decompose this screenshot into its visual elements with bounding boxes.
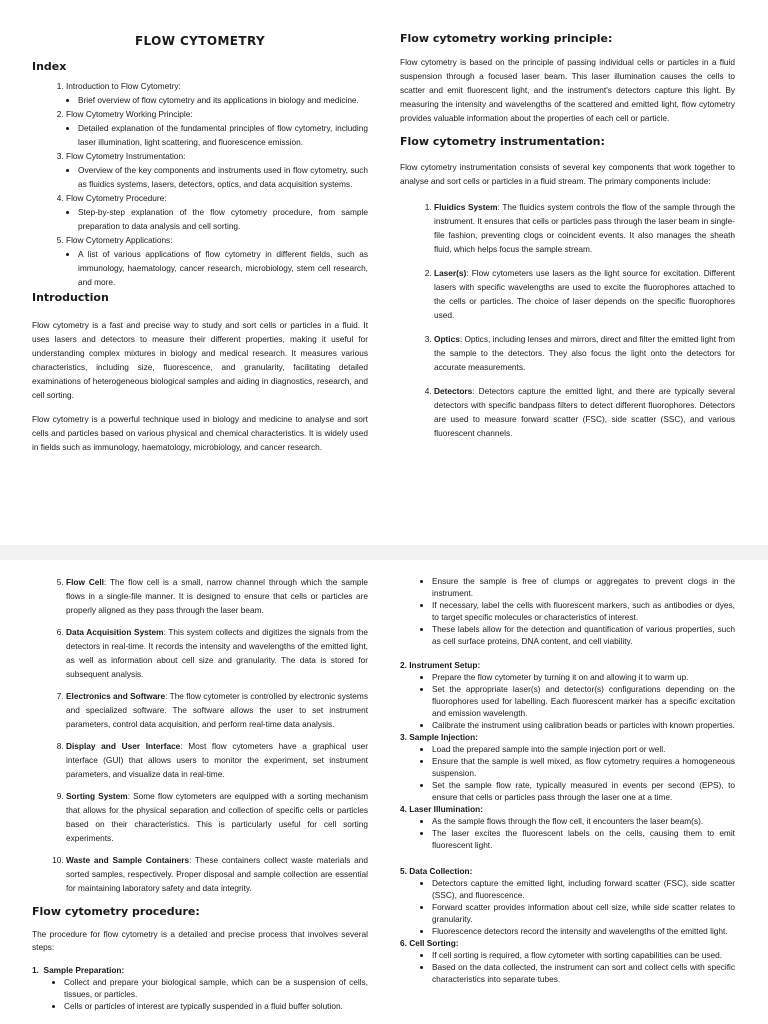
page2-right-column bbox=[400, 560, 735, 985]
bullet-item: • These labels allow for the detection and quantification of various properties, such as cell surface proteins, DNA content, and cell viability. bbox=[432, 623, 735, 647]
working-principle-heading: Flow cytometry working principle: bbox=[400, 32, 613, 45]
component-item bbox=[434, 200, 735, 256]
bullet-item: • Set the sample flow rate, typically measured in events per second (EPS), to ensure that cells or particles pass through the laser one at a time. bbox=[432, 779, 735, 803]
procedure-step-heading: 3. Sample Injection: bbox=[400, 732, 478, 742]
component-desc: : Most flow cytometers have a graphical user interface (GUI) that allows users to monitor the experiment, set instrument parameters, and visualize data in real-time. bbox=[66, 741, 368, 779]
component-item bbox=[434, 266, 735, 322]
component-item bbox=[66, 625, 368, 681]
component-term: Waste and Sample Containers bbox=[66, 855, 190, 865]
component-term: Data Acquisition System bbox=[66, 627, 164, 637]
component-item bbox=[66, 789, 368, 845]
index-item bbox=[66, 191, 368, 233]
index-item-desc: • Step-by-step explanation of the flow cytometry procedure, from sample preparation to data analysis and cell sorting. bbox=[78, 205, 368, 233]
index-item bbox=[66, 233, 368, 289]
bullet-item: • The laser excites the fluorescent labels on the cells, causing them to emit fluorescent light. bbox=[432, 827, 735, 851]
procedure-step-heading: 2. Instrument Setup: bbox=[400, 660, 481, 670]
procedure-step-bullets bbox=[400, 877, 735, 937]
bullet-item: • Based on the data collected, the instrument can sort and collect cells with specific characteristics into separate tubes. bbox=[432, 961, 735, 985]
introduction-heading: Introduction bbox=[32, 291, 109, 304]
procedure-step-heading: 4. Laser Illumination: bbox=[400, 804, 483, 814]
component-item bbox=[434, 332, 735, 374]
instrument-components-list-continued bbox=[32, 575, 368, 895]
component-term: Detectors bbox=[434, 386, 473, 396]
index-item-label: Flow Cytometry Working Principle: bbox=[66, 109, 193, 119]
index-item-label: Flow Cytometry Procedure: bbox=[66, 193, 167, 203]
index-item bbox=[66, 149, 368, 191]
component-term: Sorting System bbox=[66, 791, 128, 801]
bullet-item: • Prepare the flow cytometer by turning it on and allowing it to warm up. bbox=[432, 671, 735, 683]
instrumentation-heading: Flow cytometry instrumentation: bbox=[400, 135, 605, 148]
instrument-components-list bbox=[400, 200, 735, 440]
component-item bbox=[434, 384, 735, 440]
component-term: Laser(s) bbox=[434, 268, 467, 278]
procedure-intro: The procedure for flow cytometry is a detailed and precise process that involves several steps: bbox=[32, 929, 368, 952]
index-item-label: Flow Cytometry Applications: bbox=[66, 235, 173, 245]
component-term: Display and User Interface bbox=[66, 741, 181, 751]
bullet-item: • Cells or particles of interest are typically suspended in a fluid buffer solution. bbox=[64, 1000, 368, 1012]
bullet-item: • Ensure the sample is free of clumps or aggregates to prevent clogs in the instrument. bbox=[432, 575, 735, 599]
index-heading: Index bbox=[32, 60, 67, 73]
bullet-item: • Calibrate the instrument using calibration beads or particles with known properties. bbox=[432, 719, 735, 731]
instrumentation-intro: Flow cytometry instrumentation consists of several key components that work together to analyse and sort cells or particles in a fluid stream. The primary components include: bbox=[400, 162, 735, 186]
bullet-item: • Load the prepared sample into the sample injection port or well. bbox=[432, 743, 735, 755]
index-item-label: Flow Cytometry Instrumentation: bbox=[66, 151, 186, 161]
procedure-heading: Flow cytometry procedure: bbox=[32, 905, 200, 918]
component-desc: : This system collects and digitizes the signals from the detectors in real-time. It records the intensity and wavelengths of the emitted light, as well as information about cell size and granularity. The data is stored for subsequent analysis. bbox=[66, 627, 368, 679]
step-heading-text: Sample Preparation: bbox=[43, 965, 125, 975]
component-desc: : These containers collect waste materials and sorted samples, respectively. Proper disposal and sample collection are essential for maintaining laboratory safety and data integrity. bbox=[66, 855, 368, 893]
component-desc: : The flow cytometer is controlled by electronic systems and specialized software. The software allows the user to set instrument parameters, control data acquisition, and perform real-time data analysis. bbox=[66, 691, 368, 729]
procedure-step-bullets bbox=[400, 815, 735, 851]
index-item-desc: • A list of various applications of flow cytometry in different fields, such as immunology, haematology, cancer research, microbiology, stem cell research, and more. bbox=[78, 247, 368, 289]
procedure-step-heading: 5. Data Collection: bbox=[400, 866, 473, 876]
page2-left-column bbox=[32, 560, 368, 1012]
sample-prep-bullets-continued bbox=[400, 575, 735, 647]
introduction-paragraph-2: Flow cytometry is a powerful technique used in biology and medicine to analyse and sort cells and particles based on various physical and chemical characteristics. It is widely used in fields such as immunology, haematology, microbiology, and cancer research. bbox=[32, 414, 368, 452]
component-term: Fluidics System bbox=[434, 202, 498, 212]
index-item-desc: • Detailed explanation of the fundamental principles of flow cytometry, including laser illumination, light scattering, and fluorescence emission. bbox=[78, 121, 368, 149]
bullet-item: • Set the appropriate laser(s) and detector(s) configurations depending on the fluorophores used for labelling. Each fluorescent marker has a specific excitation and emission wavelength. bbox=[432, 683, 735, 719]
page1-left-column bbox=[32, 0, 368, 454]
bullet-item: • As the sample flows through the flow cell, it encounters the laser beam(s). bbox=[432, 815, 735, 827]
index-list bbox=[32, 79, 368, 289]
bullet-item: • Detectors capture the emitted light, including forward scatter (FSC), side scatter (SSC), and fluorescence. bbox=[432, 877, 735, 901]
procedure-step-bullets bbox=[400, 949, 735, 985]
component-desc: : Flow cytometers use lasers as the light source for excitation. Different lasers with specific wavelengths are used to excite the fluorophores attached to the cells or particles. The choice of laser depends on the specific fluorophores used. bbox=[434, 268, 735, 320]
introduction-paragraph-1: Flow cytometry is a fast and precise way to study and sort cells or particles in a fluid. It uses lasers and detectors to measure their different properties, making it useful for understanding complex mixtures in biology and medical research. It measures various characteristics, including size, fluorescence, and granularity, facilitating detailed examinations of heterogeneous biological samples and aiding in diagnostics, research, and cell sorting. bbox=[32, 320, 368, 400]
document-title: FLOW CYTOMETRY bbox=[134, 34, 266, 48]
component-desc: : The flow cell is a small, narrow channel through which the sample flows in a single-file manner. It is designed to ensure that cells or particles are properly aligned as they pass through the laser beam. bbox=[66, 577, 368, 615]
procedure-step-1-heading: 1. Sample Preparation: bbox=[32, 965, 125, 975]
component-term: Flow Cell bbox=[66, 577, 104, 587]
index-item-desc: • Overview of the key components and instruments used in flow cytometry, such as fluidics systems, lasers, detectors, optics, and data acquisition systems. bbox=[78, 163, 368, 191]
procedure-step-1-bullets bbox=[32, 976, 368, 1012]
component-item bbox=[66, 739, 368, 781]
index-item-label: Introduction to Flow Cytometry: bbox=[66, 81, 181, 91]
index-item bbox=[66, 107, 368, 149]
index-item-desc: • Brief overview of flow cytometry and its applications in biology and medicine. bbox=[78, 93, 368, 107]
component-item bbox=[66, 575, 368, 617]
component-term: Optics bbox=[434, 334, 460, 344]
component-desc: : Some flow cytometers are equipped with a sorting mechanism that allows for the physical separation and collection of specific cells or particles based on their characteristics. This is particularly useful for cell sorting experiments. bbox=[66, 791, 368, 843]
bullet-item: • Forward scatter provides information about cell size, while side scatter relates to granularity. bbox=[432, 901, 735, 925]
component-desc: : Optics, including lenses and mirrors, direct and filter the emitted light from the sample to the detectors. They also focus the light onto the detectors for accurate measurements. bbox=[434, 334, 735, 372]
bullet-item: • Fluorescence detectors record the intensity and wavelengths of the emitted light. bbox=[432, 925, 735, 937]
procedure-step-bullets bbox=[400, 743, 735, 803]
component-desc: : The fluidics system controls the flow of the sample through the instrument. It ensures that cells or particles pass through the laser beam in single-file fashion, preventing clogs or coincident events. It also manages the sheath fluid, which helps focus the sample stream. bbox=[434, 202, 735, 254]
document-page-2 bbox=[0, 560, 768, 1024]
working-principle-paragraph: Flow cytometry is based on the principle of passing individual cells or particles in a fluid suspension through a focused laser beam. This laser illumination causes the cells to scatter and emit fluorescent light, and the instrument's detectors capture this light. By measuring the intensity and wavelengths of the scattered and emitted light, flow cytometry provides valuable information about the properties of each cell or particle. bbox=[400, 57, 735, 123]
component-item bbox=[66, 853, 368, 895]
procedure-step-heading: 6. Cell Sorting: bbox=[400, 938, 459, 948]
component-desc: : Detectors capture the emitted light, and there are typically several detectors with specific bandpass filters to detect different fluorophores. Detectors are used to measure forward scatter (FSC), side scatter (SSC), and various fluorescent channels. bbox=[434, 386, 735, 438]
procedure-step-bullets bbox=[400, 671, 735, 731]
component-term: Electronics and Software bbox=[66, 691, 166, 701]
component-item bbox=[66, 689, 368, 731]
page1-right-column bbox=[400, 0, 735, 440]
index-item bbox=[66, 79, 368, 107]
bullet-item: • Collect and prepare your biological sample, which can be a suspension of cells, tissues, or particles. bbox=[64, 976, 368, 1000]
bullet-item: • If cell sorting is required, a flow cytometer with sorting capabilities can be used. bbox=[432, 949, 735, 961]
bullet-item: • Ensure that the sample is well mixed, as flow cytometry requires a homogeneous suspension. bbox=[432, 755, 735, 779]
bullet-item: • If necessary, label the cells with fluorescent markers, such as antibodies or dyes, to target specific molecules or characteristics of interest. bbox=[432, 599, 735, 623]
